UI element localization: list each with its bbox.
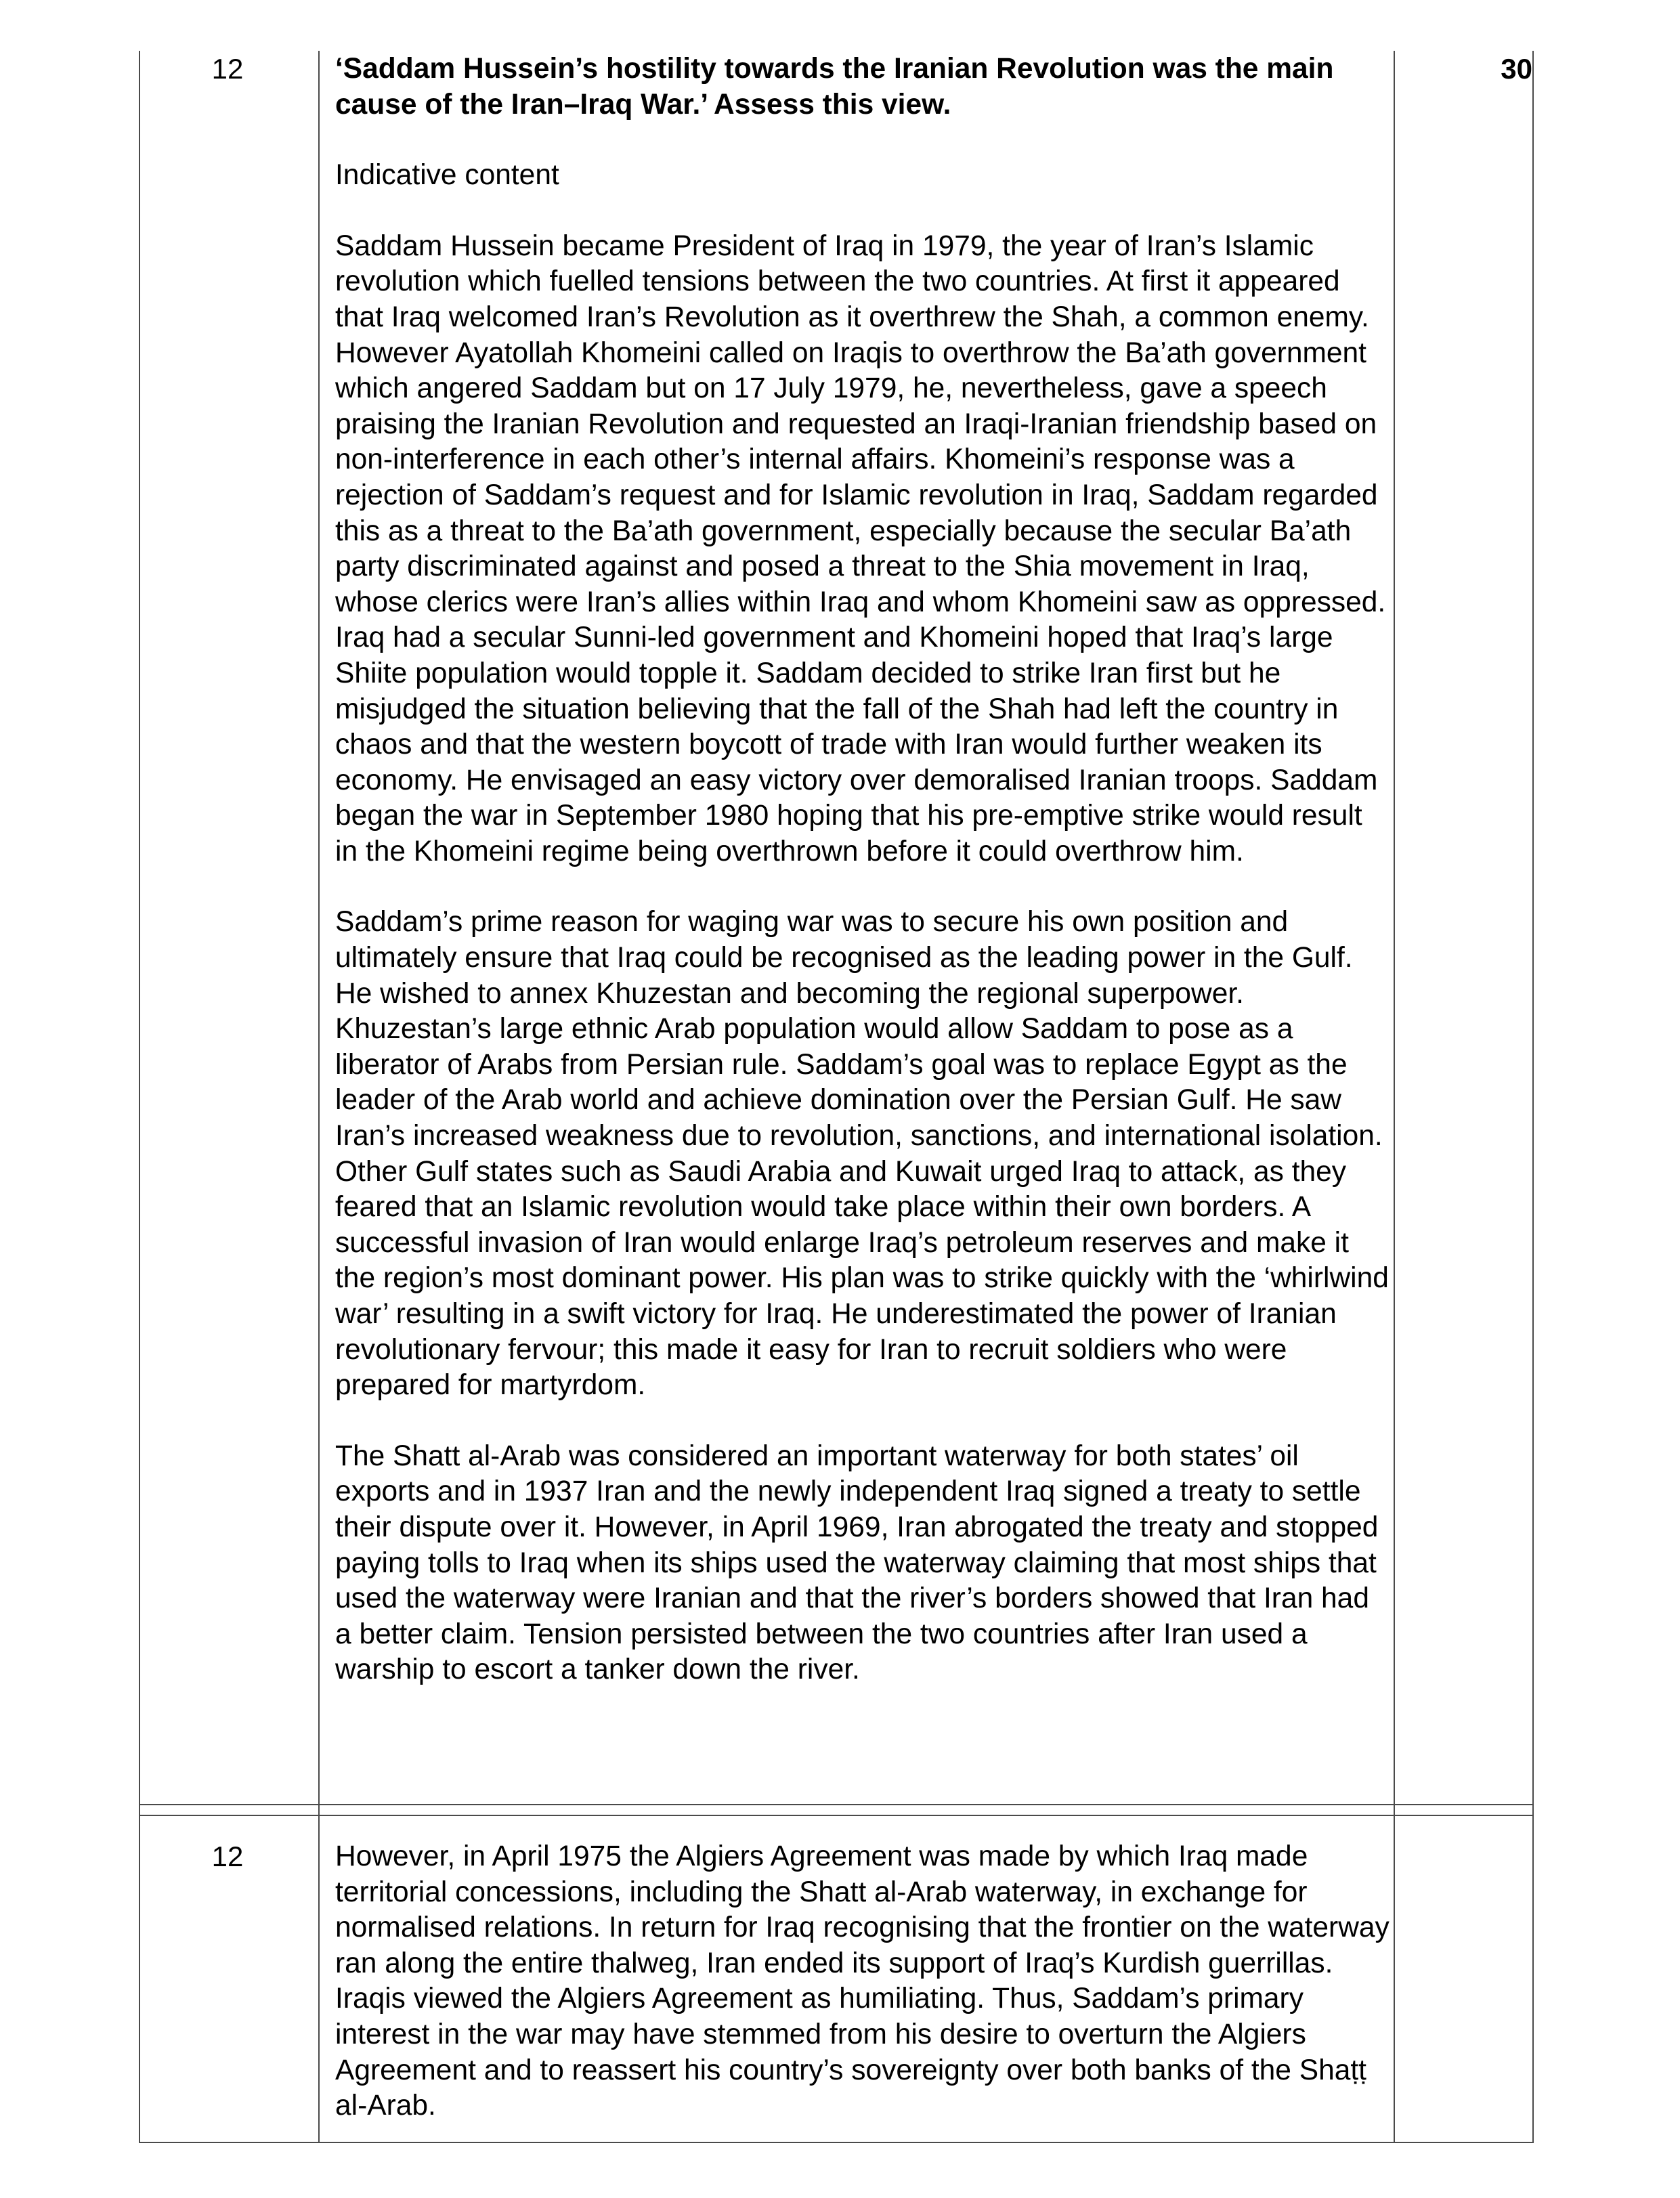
- table-divider-question: [318, 51, 320, 2143]
- answer-guidance: [335, 51, 1392, 1688]
- table-border-bottom: [139, 2142, 1534, 2143]
- table-border-left: [139, 51, 140, 2143]
- row-separator-bottom: [139, 1815, 1534, 1816]
- question-number-continued: 12: [211, 1840, 244, 1872]
- paragraph-regional-power: Saddam’s prime reason for waging war was to secure his own position and ultimately ensure that Iraq could be recognised as the leading power in the Gulf. He wished to annex Khuzestan and becoming the regional superpower. Khuzestan’s large ethnic Arab population would allow Saddam to pose as a liberator of Arabs from Persian rule. Saddam’s goal was to replace Egypt as the leader of the Arab world and achieve domination over the Persian Gulf. He saw Iran’s increased weakness due to revolution, sanctions, and international isolation. Other Gulf states such as Saudi Arabia and Kuwait urged Iraq to attack, as they feared that an Islamic revolution would take place within their own borders. A successful invasion of Iran would enlarge Iraq’s petroleum reserves and make it the region’s most dominant power. His plan was to strike quickly with the ‘whirlwind war’ resulting in a swift victory for Iraq. He underestimated the power of Iranian revolutionary fervour; this made it easy for Iran to recruit soldiers who were prepared for martyrdom.: [335, 906, 1389, 1402]
- table-border-right: [1532, 51, 1534, 2143]
- table-divider-marks: [1394, 51, 1395, 2143]
- indicative-content-heading: Indicative content: [335, 159, 559, 192]
- paragraph-shatt-al-arab: The Shatt al-Arab was considered an important waterway for both states’ oil exports and in 1937 Iran and the newly independent Iraq signed a treaty to settle their dispute over it. However, in April 1969, Iran abrogated the treaty and stopped paying tolls to Iraq when its ships used the waterway claiming that most ships that used the waterway were Iranian and that the river’s borders showed that Iran had a better claim. Tension persisted between the two countries after Iran used a warship to escort a tanker down the river.: [335, 1440, 1379, 1686]
- row-separator-top: [139, 1804, 1534, 1805]
- paragraph-revolution: Saddam Hussein became President of Iraq in 1979, the year of Iran’s Islamic revolution which fuelled tensions between the two countries. At first it appeared that Iraq welcomed Iran’s Revolution as it overthrew the Shah, a common enemy. However Ayatollah Khomeini called on Iraqis to overthrow the Ba’ath government which angered Saddam but on 17 July 1979, he, nevertheless, gave a speech praising the Iranian Revolution and requested an Iraqi-Iranian friendship based on non-interference in each other’s internal affairs. Khomeini’s response was a rejection of Saddam’s request and for Islamic revolution in Iraq, Saddam regarded this as a threat to the Ba’ath government, especially because the secular Ba’ath party discriminated against and posed a threat to the Shia movement in Iraq, whose clerics were Iran’s allies within Iraq and whom Khomeini saw as oppressed. Iraq had a secular Sunni-led government and Khomeini hoped that Iraq’s large Shiite population would topple it. Saddam decided to strike Iran first but he misjudged the situation believing that the fall of the Shah had left the country in chaos and that the western boycott of trade with Iran would further weaken its economy. He envisaged an easy victory over demoralised Iranian troops. Saddam began the war in September 1980 hoping that his pre-emptive strike would result in the Khomeini regime being overthrown before it could overthrow him.: [335, 230, 1386, 867]
- question-text: ‘Saddam Hussein’s hostility towards the Iranian Revolution was the main cause of the Iran–Iraq War.’ Assess this view.: [335, 53, 1334, 121]
- marks-total: 30: [1501, 53, 1532, 85]
- paragraph-algiers-agreement: However, in April 1975 the Algiers Agreement was made by which Iraq made territorial concessions, including the Shatt al-Arab waterway, in exchange for normalised relations. In return for Iraq recognising that the frontier on the waterway ran along the entire thalweg, Iran ended its support of Iraq’s Kurdish guerrillas. Iraqis viewed the Algiers Agreement as humiliating. Thus, Saddam’s primary interest in the war may have stemmed from his desire to overturn the Algiers Agreement and to reassert his country’s sovereignty over both banks of the Shaṭṭ al-Arab.: [335, 1840, 1390, 2122]
- question-number: 12: [211, 53, 244, 85]
- answer-guidance-continued: [335, 1839, 1392, 2124]
